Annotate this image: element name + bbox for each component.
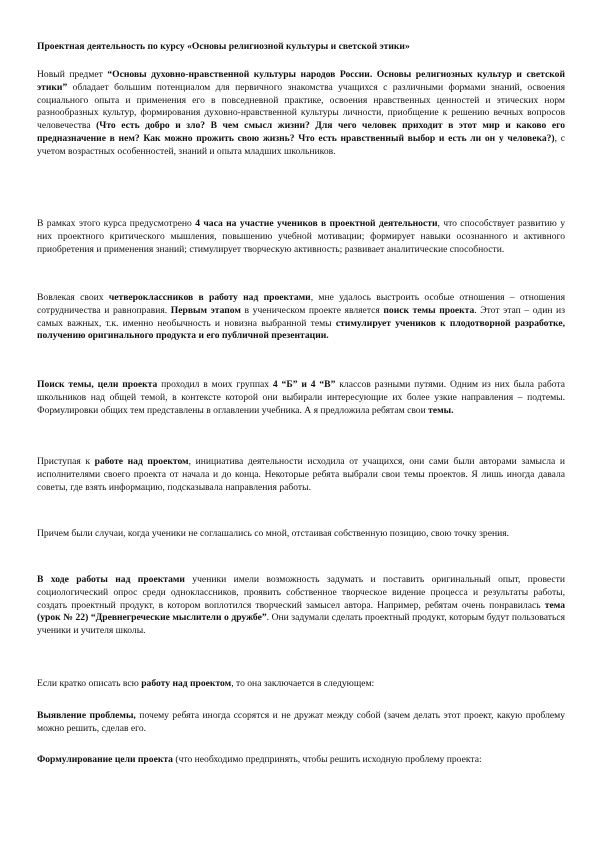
text-run: обладает большим потенциалом для первичного знакомства учащихся с различными формами знаний, освоения социального опыта и применения его в повседневной практике, освоения нравственных ценностей и этических норм разнообразных культур, формирования духовно-нравственной культуры личности, приобщение к решению вечных вопросов человечества bbox=[37, 81, 565, 132]
bold-run: работу над проектом bbox=[141, 678, 232, 689]
paragraph-topic-search bbox=[37, 379, 565, 417]
text-run: Если кратко описать всю bbox=[37, 678, 142, 689]
paragraph-project-work bbox=[37, 456, 565, 494]
bold-run: 4 “Б” и 4 “В” bbox=[272, 379, 336, 390]
text-run: проходил в моих группах bbox=[157, 379, 273, 390]
bold-run: 4 часа на участие учеников в проектной деятельности bbox=[195, 218, 438, 229]
text-run: Вовлекая своих bbox=[37, 292, 109, 303]
paragraph-course-hours bbox=[37, 218, 565, 256]
text-run: ученики имели возможность задумать и поставить оригинальный опыт, провести социологический опрос среди одноклассников, проявить собственное творческое видение процесса и результаты работы, создать проектный продукт, в котором воплотился творческий замысел автора. Например, ребятам очень понравилась bbox=[37, 574, 565, 611]
text-run: Приступая к bbox=[37, 456, 95, 467]
text-run: (что необходимо предпринять, чтобы решить исходную проблему проекта: bbox=[172, 754, 482, 765]
bold-run: стимулирует учеников к плодотворной разработке, получению оригинального продукта и его публичной презентации. bbox=[37, 317, 565, 342]
text-run: почему ребята иногда ссорятся и не дружат между собой (зачем делать этот проект, какую проблему можно решить, сделав его. bbox=[37, 710, 565, 734]
bold-run: Первым этапом bbox=[170, 304, 241, 316]
paragraph-first-stage bbox=[37, 292, 565, 343]
bold-run: Формулирование цели проекта bbox=[37, 754, 173, 765]
text-run: , мне удалось выстроить особые отношения – отношения сотрудничества и равноправия. bbox=[37, 292, 565, 316]
bold-run: работе над проектом bbox=[94, 456, 189, 467]
paragraph-disagreement: Причем были случаи, когда ученики не соглашались со мной, отстаивая собственную позицию, свою точку зрения. bbox=[37, 528, 510, 539]
bold-run: Поиск темы, цели проекта bbox=[37, 379, 158, 390]
paragraph-problem bbox=[37, 710, 565, 736]
paragraph-intro bbox=[37, 69, 565, 159]
paragraph-summary bbox=[37, 678, 565, 691]
bold-run: темы. bbox=[428, 404, 454, 416]
text-run: в ученическом проекте является bbox=[240, 304, 384, 316]
document-title: Проектная деятельность по курсу «Основы религиозной культуры и светской этики» bbox=[37, 41, 410, 52]
text-run: . Этот этап – один из самых важных, т.к. именно необычность и новизна выбранной темы bbox=[37, 304, 565, 329]
text-run: , с учетом возрастных особенностей, знаний и опыта младших школьников. bbox=[37, 132, 565, 157]
text-run: . Они задумали сделать проектный продукт, которым будут пользоваться ученики и учителя школы. bbox=[37, 612, 565, 637]
text-run: В рамках этого курса предусмотрено bbox=[37, 218, 196, 229]
paragraph-goal bbox=[37, 754, 565, 767]
bold-run: четвероклассников в работу над проектами bbox=[108, 292, 311, 303]
text-run: Новый предмет bbox=[37, 69, 108, 80]
paragraph-during-work bbox=[37, 574, 565, 638]
text-run: , инициатива деятельности исходила от учащихся, они сами были авторами замысла и исполнителями своего проекта от начала и до конца. Некоторые ребята выбрали свои темы проектов. Я лишь иногда давала советы, где взять информацию, подсказывала направления работы. bbox=[37, 456, 565, 493]
bold-run: (Что есть добро и зло? В чем смысл жизни? Для чего человек приходит в этот мир и каково его предназначение в нем? Как можно прожить свою жизнь? Что есть нравственный выбор и есть ли он у человека?) bbox=[37, 120, 566, 144]
bold-run: Выявление проблемы, bbox=[37, 710, 136, 721]
bold-run: “Основы духовно-нравственной культуры народов России. Основы религиозных культур и светской этики” bbox=[37, 69, 565, 93]
bold-run: тема (урок № 22) “Древнегреческие мыслители о дружбе” bbox=[37, 599, 565, 624]
text-run: , то она заключается в следующем: bbox=[231, 678, 375, 689]
text-run: классов разными путями. Одним из них была работа школьников над общей темой, в контексте которой они выбирали интересующие их более узкие направления – подтемы. Формулировки общих тем представлены в оглавлении учебника. А я предложила ребятам свои bbox=[37, 379, 565, 416]
text-run: , что способствует развитию у них проектного критического мышления, повышению учебной мотивации; формирует навыки осознанного и активного приобретения и применения знаний; стимулирует творческую активность; развивает аналитические способности. bbox=[37, 218, 565, 255]
bold-run: В ходе работы над проектами bbox=[37, 574, 185, 585]
bold-run: поиск темы проекта bbox=[383, 304, 475, 316]
